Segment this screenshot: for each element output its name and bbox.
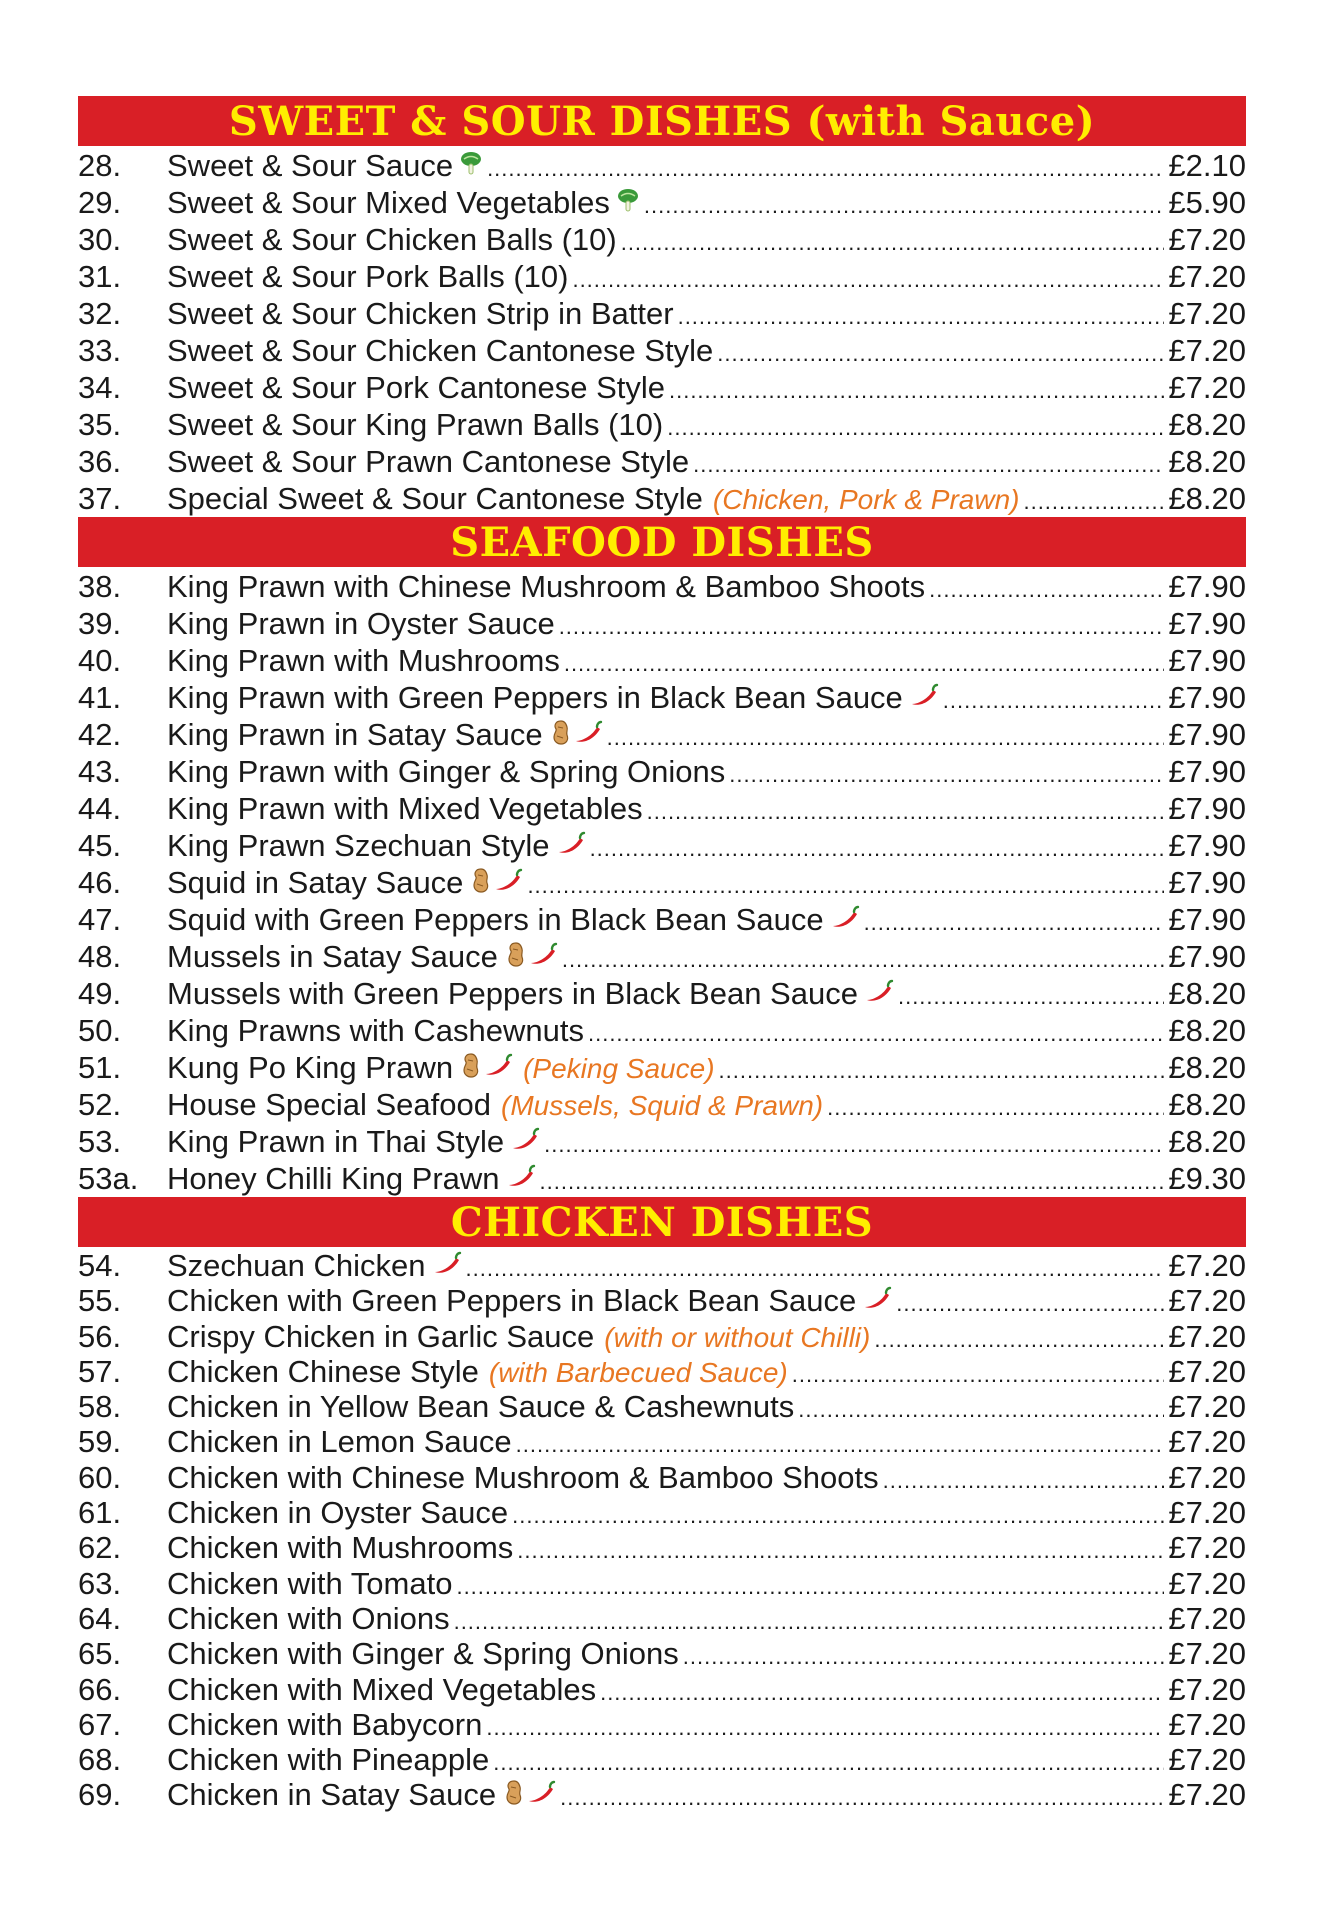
item-price: £7.90 [1168, 828, 1246, 863]
item-price: £7.90 [1168, 606, 1246, 641]
menu-item-53 [78, 1123, 1246, 1160]
menu-item-64 [78, 1601, 1246, 1636]
item-number: 47. [78, 902, 122, 937]
menu-item-46 [78, 864, 1246, 901]
peanut-icon [459, 1049, 483, 1086]
item-name: Chicken with Onions [167, 1600, 450, 1636]
item-name: Kung Po King Prawn [167, 1050, 454, 1085]
item-name: King Prawn with Mixed Vegetables [167, 791, 643, 826]
dot-leader [607, 719, 1165, 756]
item-number: 37. [78, 481, 122, 516]
chilli-icon [864, 975, 894, 1012]
item-number: 51. [78, 1050, 122, 1085]
item-note: (Mussels, Squid & Prawn) [501, 1090, 824, 1121]
item-name: King Prawn Szechuan Style [167, 828, 550, 863]
item-number: 58. [78, 1389, 122, 1425]
dot-leader [564, 645, 1165, 682]
dot-leader [454, 1604, 1165, 1639]
item-price: £8.20 [1168, 444, 1246, 479]
item-number: 42. [78, 717, 122, 752]
peanut-icon [502, 1777, 526, 1812]
item-number: 68. [78, 1742, 122, 1778]
menu-item-49 [78, 975, 1246, 1012]
dot-leader [512, 1498, 1164, 1533]
item-price: £7.20 [1168, 1318, 1246, 1354]
menu-item-47 [78, 901, 1246, 938]
chilli-icon [830, 901, 860, 938]
dot-leader [544, 1126, 1164, 1163]
menu-item-39 [78, 605, 1246, 642]
item-price: £7.90 [1168, 939, 1246, 974]
dot-leader [559, 608, 1165, 645]
item-price: £8.20 [1168, 1087, 1246, 1122]
item-name: Chicken in Yellow Bean Sauce & Cashewnuts [167, 1389, 795, 1425]
dot-leader [466, 1251, 1165, 1286]
dot-leader [896, 1286, 1164, 1321]
item-price: £7.20 [1168, 222, 1246, 257]
item-name: Chicken in Lemon Sauce [167, 1424, 512, 1460]
item-price: £7.20 [1168, 1671, 1246, 1707]
item-number: 56. [78, 1318, 122, 1354]
item-price: £5.90 [1168, 185, 1246, 220]
item-name: Sweet & Sour Prawn Cantonese Style [167, 444, 690, 479]
item-name: Chicken with Babycorn [167, 1706, 483, 1742]
item-price: £7.20 [1168, 1389, 1246, 1425]
dot-leader [456, 1569, 1164, 1604]
item-name: Chicken with Ginger & Spring Onions [167, 1636, 679, 1672]
item-price: £7.20 [1168, 1706, 1246, 1742]
item-price: £7.90 [1168, 643, 1246, 678]
item-price: £7.20 [1168, 1600, 1246, 1636]
dot-leader [693, 446, 1164, 483]
menu-item-44 [78, 790, 1246, 827]
item-name: King Prawn with Green Peppers in Black Bean Sauce [167, 680, 903, 715]
item-name: Sweet & Sour Pork Balls (10) [167, 259, 569, 294]
item-number: 40. [78, 643, 122, 678]
item-icons [556, 827, 586, 864]
menu-item-51 [78, 1049, 1246, 1086]
dot-leader [883, 1463, 1165, 1498]
item-name: Chicken with Mushrooms [167, 1530, 514, 1566]
dot-leader [683, 1639, 1165, 1674]
menu-item-66 [78, 1672, 1246, 1707]
item-number: 57. [78, 1353, 122, 1389]
item-number: 69. [78, 1777, 122, 1813]
menu-item-33 [78, 332, 1246, 369]
peanut-icon [469, 864, 493, 901]
vegetarian-icon [616, 184, 640, 221]
item-name: Mussels with Green Peppers in Black Bean Sauce [167, 976, 858, 1011]
item-number: 65. [78, 1636, 122, 1672]
item-icons [502, 1777, 556, 1812]
item-name: Szechuan Chicken [167, 1248, 426, 1283]
section-header-seafood-dishes: SEAFOOD DISHES [78, 517, 1246, 567]
item-icons [506, 1160, 536, 1197]
menu-item-61 [78, 1495, 1246, 1530]
item-price: £7.20 [1168, 1777, 1246, 1813]
item-number: 66. [78, 1671, 122, 1707]
item-name: Crispy Chicken in Garlic Sauce [167, 1318, 595, 1354]
item-number: 29. [78, 185, 122, 220]
item-name: Squid with Green Peppers in Black Bean Sauce [167, 902, 824, 937]
item-number: 41. [78, 680, 122, 715]
item-number: 53a. [78, 1161, 139, 1196]
item-number: 34. [78, 370, 122, 405]
section-header-sweet-and-sour-dishes-with-sauce: SWEET & SOUR DISHES (with Sauce) [78, 96, 1246, 146]
chilli-icon [528, 938, 558, 975]
menu-item-48 [78, 938, 1246, 975]
item-number: 35. [78, 407, 122, 442]
item-number: 48. [78, 939, 122, 974]
item-number: 45. [78, 828, 122, 863]
item-price: £7.90 [1168, 902, 1246, 937]
menu-item-43 [78, 753, 1246, 790]
item-price: £7.20 [1168, 259, 1246, 294]
chilli-icon [506, 1160, 536, 1197]
menu-item-34 [78, 369, 1246, 406]
dot-leader [929, 571, 1164, 608]
chilli-icon [556, 827, 586, 864]
item-icons [504, 938, 558, 975]
item-name: King Prawn with Ginger & Spring Onions [167, 754, 726, 789]
item-name: Chicken with Mixed Vegetables [167, 1671, 597, 1707]
menu-item-59 [78, 1424, 1246, 1459]
item-icons [432, 1248, 462, 1283]
item-number: 59. [78, 1424, 122, 1460]
item-icons [862, 1283, 892, 1318]
menu-item-31 [78, 258, 1246, 295]
item-number: 38. [78, 569, 122, 604]
menu-item-38 [78, 568, 1246, 605]
item-price: £8.20 [1168, 481, 1246, 516]
dot-leader [493, 1745, 1164, 1780]
item-icons [864, 975, 894, 1012]
item-name: King Prawn with Chinese Mushroom & Bamboo Shoots [167, 569, 926, 604]
item-icons [549, 716, 603, 753]
item-name: Sweet & Sour Chicken Cantonese Style [167, 333, 714, 368]
dot-leader [486, 1710, 1164, 1745]
dot-leader [1023, 483, 1164, 520]
item-price: £7.20 [1168, 296, 1246, 331]
dot-leader [572, 261, 1164, 298]
item-number: 61. [78, 1495, 122, 1531]
item-name: Chicken in Oyster Sauce [167, 1495, 509, 1531]
item-icons [469, 864, 523, 901]
item-price: £2.10 [1168, 148, 1246, 183]
item-price: £8.20 [1168, 407, 1246, 442]
menu-item-42 [78, 716, 1246, 753]
menu-item-56 [78, 1319, 1246, 1354]
item-number: 60. [78, 1459, 122, 1495]
item-note: (Peking Sauce) [523, 1053, 715, 1084]
menu-item-36 [78, 443, 1246, 480]
item-name: Honey Chilli King Prawn [167, 1161, 500, 1196]
item-name: House Special Seafood [167, 1087, 492, 1122]
dot-leader [562, 941, 1165, 978]
item-icons [459, 147, 483, 184]
item-name: Chicken with Pineapple [167, 1742, 490, 1778]
dot-leader [600, 1675, 1164, 1710]
vegetarian-icon [459, 147, 483, 184]
item-name: King Prawn in Thai Style [167, 1124, 505, 1159]
item-number: 31. [78, 259, 122, 294]
item-number: 64. [78, 1600, 122, 1636]
item-name: Special Sweet & Sour Cantonese Style [167, 481, 703, 516]
menu-item-32 [78, 295, 1246, 332]
dot-leader [527, 867, 1164, 904]
item-price: £7.20 [1168, 1565, 1246, 1601]
dot-leader [864, 904, 1165, 941]
dot-leader [560, 1780, 1164, 1815]
menu-item-65 [78, 1636, 1246, 1671]
chilli-icon [432, 1248, 462, 1283]
item-price: £7.20 [1168, 1424, 1246, 1460]
item-name: Chicken in Satay Sauce [167, 1777, 497, 1813]
menu-item-58 [78, 1389, 1246, 1424]
item-name: Sweet & Sour Chicken Balls (10) [167, 222, 617, 257]
item-number: 49. [78, 976, 122, 1011]
item-number: 32. [78, 296, 122, 331]
menu-item-68 [78, 1742, 1246, 1777]
dot-leader [516, 1427, 1165, 1462]
dot-leader [827, 1089, 1164, 1126]
dot-leader [621, 224, 1165, 261]
item-number: 30. [78, 222, 122, 257]
item-name: King Prawn in Oyster Sauce [167, 606, 555, 641]
item-icons [909, 679, 939, 716]
dot-leader [717, 335, 1164, 372]
chilli-icon [526, 1777, 556, 1812]
menu-item-67 [78, 1707, 1246, 1742]
item-name: Chicken Chinese Style [167, 1353, 479, 1389]
dot-leader [792, 1357, 1165, 1392]
item-price: £7.90 [1168, 680, 1246, 715]
item-number: 50. [78, 1013, 122, 1048]
menu-item-69 [78, 1777, 1246, 1812]
item-price: £7.90 [1168, 569, 1246, 604]
item-icons [830, 901, 860, 938]
item-price: £7.20 [1168, 1530, 1246, 1566]
item-price: £8.20 [1168, 1013, 1246, 1048]
item-price: £7.20 [1168, 1283, 1246, 1319]
dot-leader [590, 830, 1165, 867]
item-note: (Chicken, Pork & Prawn) [712, 484, 1020, 515]
menu-item-45 [78, 827, 1246, 864]
item-number: 36. [78, 444, 122, 479]
dot-leader [669, 372, 1164, 409]
menu-item-35 [78, 406, 1246, 443]
item-name: King Prawn in Satay Sauce [167, 717, 543, 752]
item-price: £7.20 [1168, 370, 1246, 405]
item-price: £8.20 [1168, 976, 1246, 1011]
dot-leader [719, 1052, 1165, 1089]
menu-item-41 [78, 679, 1246, 716]
item-price: £7.90 [1168, 791, 1246, 826]
item-number: 53. [78, 1124, 122, 1159]
menu-item-55 [78, 1283, 1246, 1318]
chilli-icon [483, 1049, 513, 1086]
item-name: Sweet & Sour Chicken Strip in Batter [167, 296, 674, 331]
chilli-icon [573, 716, 603, 753]
chilli-icon [510, 1123, 540, 1160]
item-number: 62. [78, 1530, 122, 1566]
dot-leader [487, 150, 1164, 187]
item-name: Sweet & Sour Sauce [167, 148, 454, 183]
menu-item-63 [78, 1566, 1246, 1601]
dot-leader [898, 978, 1164, 1015]
item-name: Sweet & Sour Pork Cantonese Style [167, 370, 665, 405]
item-price: £8.20 [1168, 1124, 1246, 1159]
item-icons [459, 1049, 513, 1086]
menu-item-40 [78, 642, 1246, 679]
chilli-icon [493, 864, 523, 901]
dot-leader [644, 187, 1165, 224]
menu-item-54 [78, 1248, 1246, 1283]
menu-item-28 [78, 147, 1246, 184]
menu-item-53a [78, 1160, 1246, 1197]
dot-leader [667, 409, 1164, 446]
menu-item-37 [78, 480, 1246, 517]
dot-leader [588, 1015, 1164, 1052]
dot-leader [647, 793, 1165, 830]
menu-page [78, 96, 1246, 1813]
item-price: £7.20 [1168, 1248, 1246, 1283]
item-price: £8.20 [1168, 1050, 1246, 1085]
item-price: £7.20 [1168, 1495, 1246, 1531]
chilli-icon [909, 679, 939, 716]
item-number: 46. [78, 865, 122, 900]
dot-leader [540, 1163, 1165, 1200]
dot-leader [517, 1533, 1164, 1568]
peanut-icon [549, 716, 573, 753]
item-name: Chicken with Tomato [167, 1565, 453, 1601]
menu-item-57 [78, 1354, 1246, 1389]
item-number: 43. [78, 754, 122, 789]
item-price: £7.90 [1168, 865, 1246, 900]
item-name: King Prawns with Cashewnuts [167, 1013, 584, 1048]
item-number: 67. [78, 1706, 122, 1742]
item-note: (with Barbecued Sauce) [488, 1356, 788, 1388]
item-number: 39. [78, 606, 122, 641]
item-name: Squid in Satay Sauce [167, 865, 464, 900]
dot-leader [943, 682, 1165, 719]
item-number: 55. [78, 1283, 122, 1319]
item-price: £7.20 [1168, 1742, 1246, 1778]
chilli-icon [862, 1283, 892, 1318]
dot-leader [729, 756, 1164, 793]
menu-item-62 [78, 1530, 1246, 1565]
item-number: 44. [78, 791, 122, 826]
menu-item-29 [78, 184, 1246, 221]
menu-item-52 [78, 1086, 1246, 1123]
dot-leader [874, 1322, 1164, 1357]
item-note: (with or without Chilli) [604, 1321, 871, 1353]
item-number: 63. [78, 1565, 122, 1601]
dot-leader [678, 298, 1165, 335]
item-price: £7.90 [1168, 754, 1246, 789]
item-icons [616, 184, 640, 221]
item-price: £7.20 [1168, 1636, 1246, 1672]
item-price: £7.20 [1168, 1459, 1246, 1495]
item-name: Chicken with Chinese Mushroom & Bamboo Shoots [167, 1459, 879, 1495]
item-name: Sweet & Sour Mixed Vegetables [167, 185, 610, 220]
item-number: 52. [78, 1087, 122, 1122]
peanut-icon [504, 938, 528, 975]
item-number: 33. [78, 333, 122, 368]
item-price: £7.20 [1168, 333, 1246, 368]
item-name: Chicken with Green Peppers in Black Bean Sauce [167, 1283, 857, 1319]
dot-leader [798, 1392, 1164, 1427]
item-number: 54. [78, 1248, 122, 1283]
item-price: £7.20 [1168, 1353, 1246, 1389]
menu-item-30 [78, 221, 1246, 258]
item-price: £7.90 [1168, 717, 1246, 752]
item-price: £9.30 [1168, 1161, 1246, 1196]
section-header-chicken-dishes: CHICKEN DISHES [78, 1197, 1246, 1247]
item-name: Sweet & Sour King Prawn Balls (10) [167, 407, 664, 442]
item-number: 28. [78, 148, 122, 183]
menu-item-50 [78, 1012, 1246, 1049]
menu-item-60 [78, 1460, 1246, 1495]
item-name: King Prawn with Mushrooms [167, 643, 560, 678]
item-icons [510, 1123, 540, 1160]
item-name: Mussels in Satay Sauce [167, 939, 498, 974]
